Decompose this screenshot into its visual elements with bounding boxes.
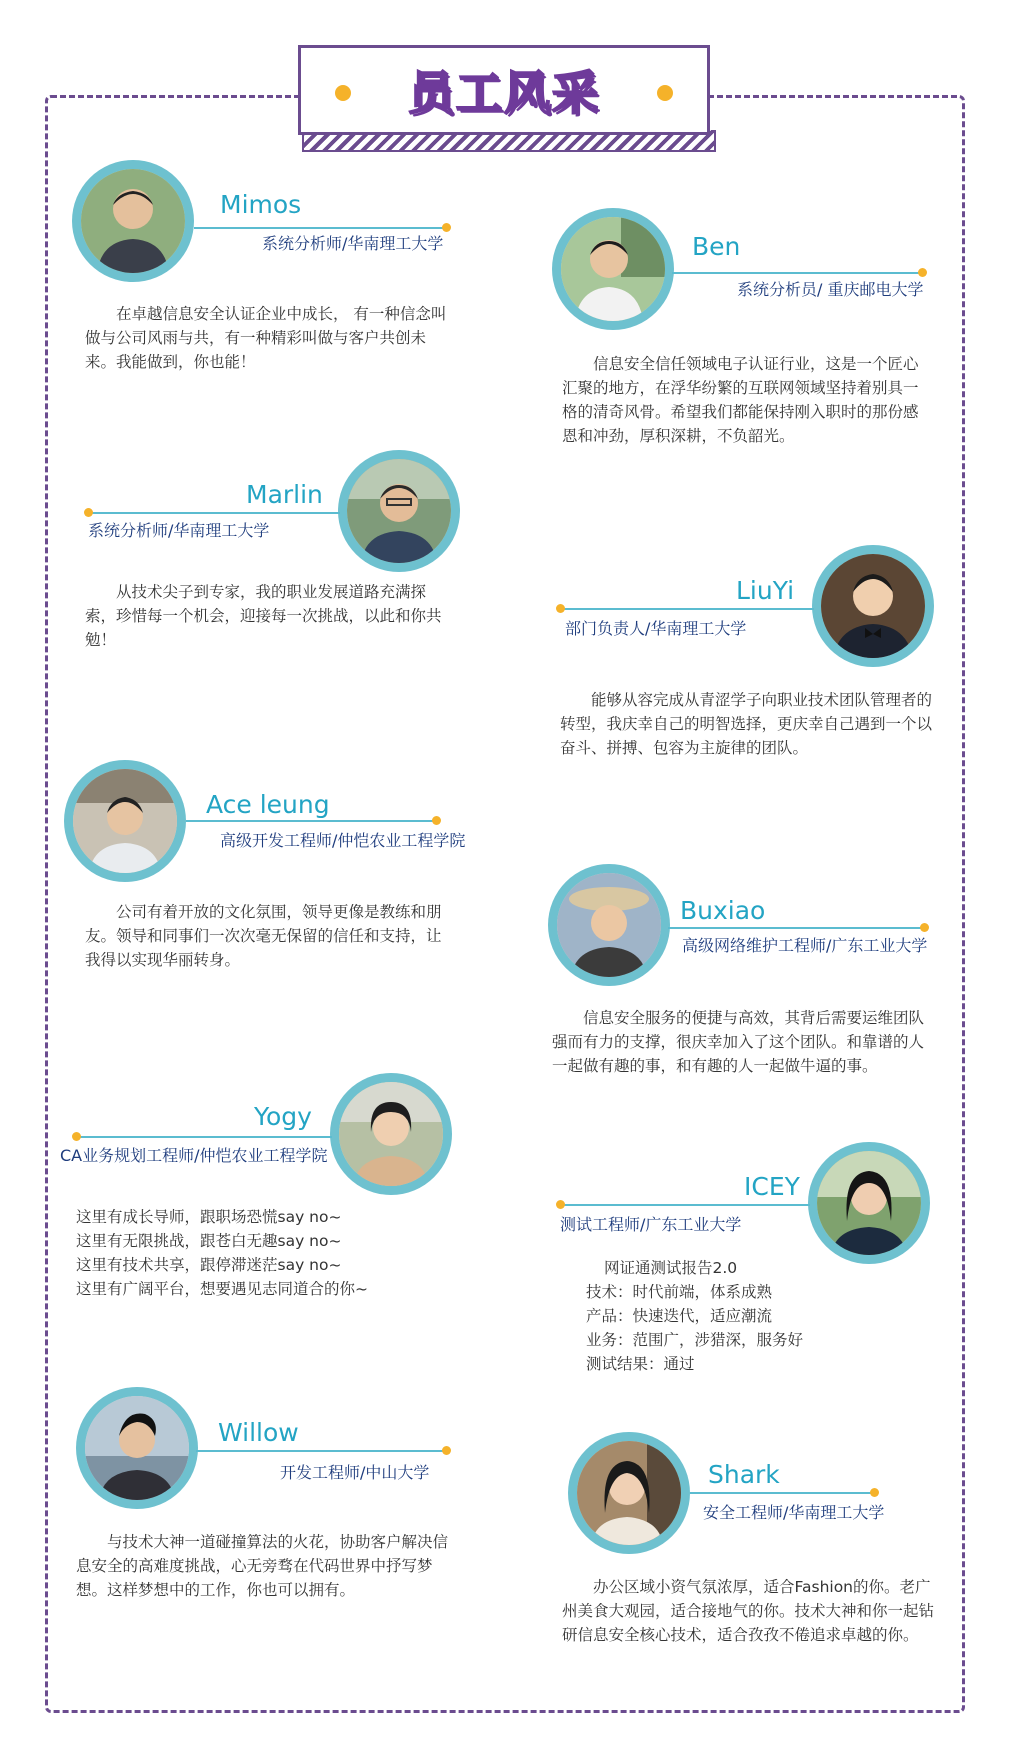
avatar-buxiao [548, 864, 670, 986]
employee-name: Ace leung [206, 790, 330, 819]
employee-role: 安全工程师/华南理工大学 [703, 1503, 885, 1522]
employee-description: 信息安全信任领域电子认证行业，这是一个匠心汇聚的地方，在浮华纷繁的互联网领域坚持着别具一格的清奇风骨。希望我们都能保持刚入职时的那份感恩和冲劲，厚积深耕，不负韶光。 [562, 355, 919, 445]
employee-name: Ben [692, 232, 741, 261]
employee-description: 与技术大神一道碰撞算法的火花，协助客户解决信息安全的高难度挑战，心无旁骛在代码世界中抒写梦想。这样梦想中的工作，你也可以拥有。 [76, 1533, 449, 1599]
divider-line [672, 272, 922, 274]
avatar-liuyi [812, 545, 934, 667]
divider-dot [556, 1200, 565, 1209]
employee-role: 高级开发工程师/仲恺农业工程学院 [220, 831, 466, 850]
employee-name: LiuYi [736, 576, 795, 605]
employee-name: ICEY [744, 1172, 800, 1201]
employee-role: 高级网络维护工程师/广东工业大学 [682, 936, 928, 955]
avatar-shark [568, 1432, 690, 1554]
employee-description: 在卓越信息安全认证企业中成长， 有一种信念叫做与公司风雨与共，有一种精彩叫做与客户共创未来。我能做到，你也能！ [85, 305, 447, 371]
employee-role: CA业务规划工程师/仲恺农业工程学院 [60, 1146, 328, 1165]
divider-line [690, 1492, 874, 1494]
divider-dot [918, 268, 927, 277]
divider-line [76, 1136, 332, 1138]
employee-role: 开发工程师/中山大学 [280, 1463, 430, 1482]
divider-line [560, 1204, 810, 1206]
divider-dot [432, 816, 441, 825]
employee-description: 办公区域小资气氛浓厚，适合Fashion的你。老广州美食大观园，适合接地气的你。技术大神和你一起钻研信息安全核心技术，适合孜孜不倦追求卓越的你。 [562, 1578, 935, 1644]
divider-line [186, 820, 436, 822]
employee-description: 能够从容完成从青涩学子向职业技术团队管理者的转型，我庆幸自己的明智选择，更庆幸自己遇到一个以奋斗、拼搏、包容为主旋律的团队。 [560, 691, 933, 757]
employee-description: 从技术尖子到专家，我的职业发展道路充满探索，珍惜每一个机会，迎接每一次挑战，以此和你共勉！ [85, 583, 442, 649]
divider-dot [870, 1488, 879, 1497]
divider-dot [84, 508, 93, 517]
employee-description: 网证通测试报告2.0 技术：时代前端，体系成熟 产品：快速迭代，适应潮流 业务：范围广，涉猎深，服务好 测试结果：通过 [586, 1259, 804, 1373]
divider-line [668, 927, 924, 929]
employee-name: Shark [708, 1460, 780, 1489]
employee-role: 部门负责人/华南理工大学 [565, 619, 747, 638]
title-banner [298, 45, 716, 155]
divider-line [88, 512, 340, 514]
employee-description: 信息安全服务的便捷与高效，其背后需要运维团队强而有力的支撑，很庆幸加入了这个团队。和靠谱的人一起做有趣的事，和有趣的人一起做牛逼的事。 [552, 1009, 925, 1075]
divider-dot [442, 1446, 451, 1455]
page-title: 员工风采 [408, 66, 600, 120]
divider-line [194, 227, 446, 229]
divider-dot [920, 923, 929, 932]
employee-name: Buxiao [680, 896, 766, 925]
avatar-ace-leung [64, 760, 186, 882]
employee-role: 测试工程师/广东工业大学 [560, 1215, 742, 1234]
avatar-willow [76, 1387, 198, 1509]
divider-dot [72, 1132, 81, 1141]
avatar-icey [808, 1142, 930, 1264]
employee-name: Marlin [246, 480, 323, 509]
divider-dot [556, 604, 565, 613]
employee-description: 这里有成长导师，跟职场恐慌say no~ 这里有无限挑战，跟苍白无趣say no~ 这里有技术共享，跟停滞迷茫say no~ 这里有广阔平台，想要遇见志同道合的你~ [76, 1208, 368, 1298]
employee-name: Willow [218, 1418, 299, 1447]
avatar-mimos [72, 160, 194, 282]
employee-role: 系统分析师/华南理工大学 [88, 521, 270, 540]
employee-role: 系统分析员/ 重庆邮电大学 [737, 280, 924, 299]
avatar-marlin [338, 450, 460, 572]
divider-line [560, 608, 814, 610]
employee-name: Yogy [254, 1102, 312, 1131]
employee-name: Mimos [220, 190, 302, 219]
banner-box [298, 45, 710, 135]
avatar-yogy [330, 1073, 452, 1195]
divider-line [196, 1450, 446, 1452]
avatar-ben [552, 208, 674, 330]
employee-description: 公司有着开放的文化氛围，领导更像是教练和朋友。领导和同事们一次次毫无保留的信任和支持，让我得以实现华丽转身。 [85, 903, 442, 969]
employee-role: 系统分析师/华南理工大学 [262, 234, 444, 253]
